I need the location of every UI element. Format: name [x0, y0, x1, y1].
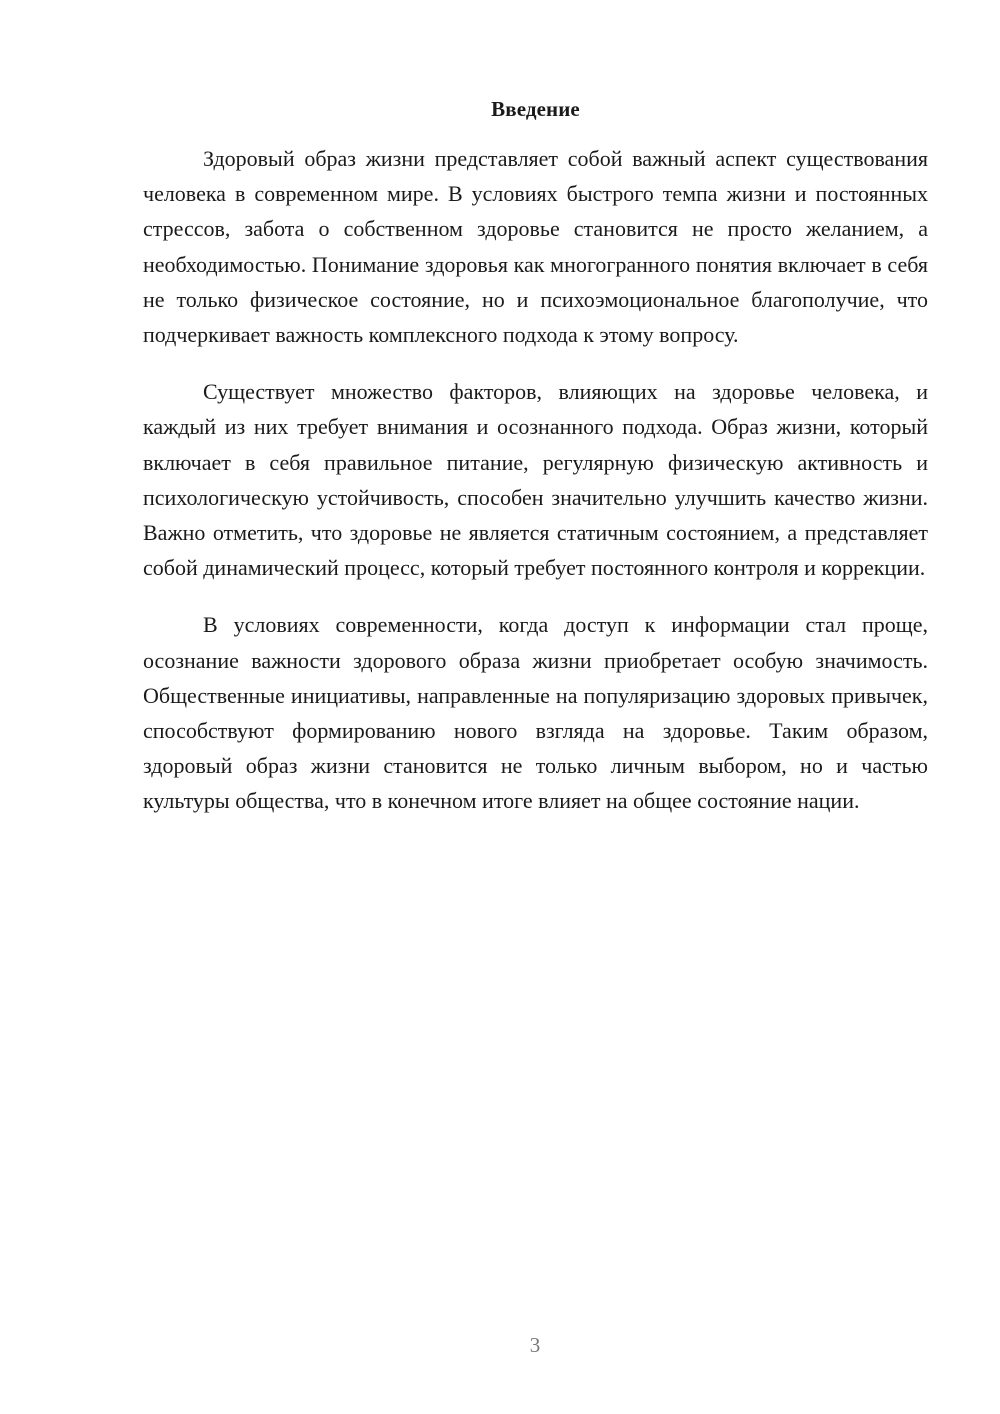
page-content — [143, 94, 928, 841]
page-number: 3 — [529, 1333, 541, 1357]
paragraph-2: Существует множество факторов, влияющих на здоровье человека, и каждый из них требует внимания и осознанного подхода. Образ жизни, который включает в себя правильное питание, регулярную физическую активность и психологическую устойчивость, способен значительно улучшить качество жизни. Важно отметить, что здоровье не является статичным состоянием, а представляет собой динамический процесс, который требует постоянного контроля и коррекции. — [143, 379, 928, 581]
paragraph-1: Здоровый образ жизни представляет собой важный аспект существования человека в современном мире. В условиях быстрого темпа жизни и постоянных стрессов, забота о собственном здоровье становится не просто желанием, а необходимостью. Понимание здоровья как многогранного понятия включает в себя не только физическое состояние, но и психоэмоциональное благополучие, что подчеркивает важность комплексного подхода к этому вопросу. — [143, 146, 928, 348]
section-title: Введение — [491, 97, 580, 121]
paragraph-3: В условиях современности, когда доступ к информации стал проще, осознание важности здорового образа жизни приобретает особую значимость. Общественные инициативы, направленные на популяризацию здоровых привычек, способствуют формированию нового взгляда на здоровье. Таким образом, здоровый образ жизни становится не только личным выбором, но и частью культуры общества, что в конечном итоге влияет на общее состояние нации. — [143, 612, 928, 814]
